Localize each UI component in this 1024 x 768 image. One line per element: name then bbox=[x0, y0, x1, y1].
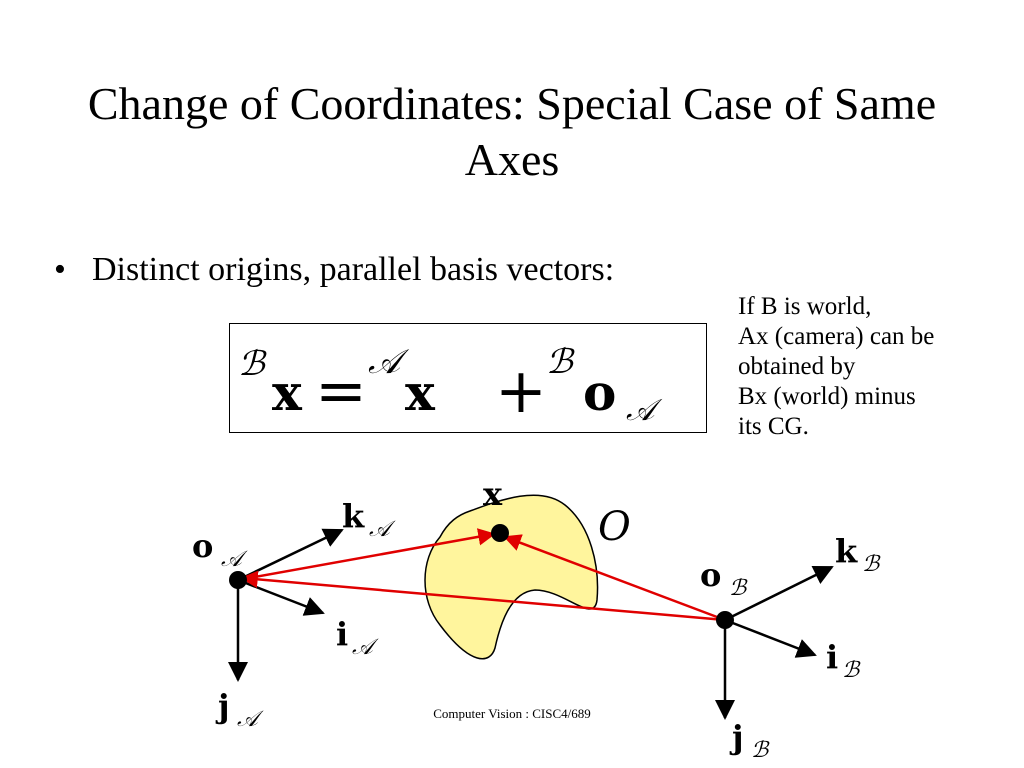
frame-b-k-label: k bbox=[835, 532, 858, 570]
formula-sub-a: 𝒜 bbox=[626, 393, 655, 428]
formula-sup-b: ℬ bbox=[238, 344, 265, 384]
frame-a-k-label: k bbox=[342, 497, 365, 535]
slide-footer: Computer Vision : CISC4/689 bbox=[433, 706, 591, 721]
frame-a-origin-sub: 𝒜 bbox=[221, 547, 242, 572]
frame-a-k-sub: 𝒜 bbox=[369, 517, 390, 542]
frame-a-i-label: i bbox=[336, 615, 349, 653]
slide-title: Change of Coordinates: Special Case of Same Axes bbox=[87, 78, 937, 185]
origin-b-point bbox=[716, 611, 734, 629]
point-x bbox=[491, 524, 509, 542]
side-note-line: Bx (world) minus bbox=[738, 383, 916, 410]
formula-plus: + bbox=[495, 354, 547, 427]
frame-a-i-sub: 𝒜 bbox=[352, 635, 373, 660]
formula-x-rhs: x bbox=[405, 363, 435, 422]
side-note-line: If B is world, bbox=[738, 293, 872, 320]
formula-o: o bbox=[583, 363, 617, 422]
frame-b-j-label: j bbox=[732, 718, 744, 756]
frame-a-origin-label: o bbox=[192, 527, 214, 565]
point-x-label: x bbox=[483, 475, 503, 513]
formula-sup-b-right: ℬ bbox=[546, 342, 573, 382]
frame-a-k-axis bbox=[238, 530, 342, 580]
bullet-marker: • bbox=[54, 251, 66, 288]
origin-a-point bbox=[229, 571, 247, 589]
formula-sup-a: 𝒜 bbox=[368, 342, 401, 382]
object-label: O bbox=[598, 504, 631, 550]
formula bbox=[238, 342, 663, 428]
frame-b-j-sub: ℬ bbox=[751, 738, 769, 763]
frame-b-k-sub: ℬ bbox=[862, 552, 880, 577]
frame-b-i-label: i bbox=[826, 638, 839, 676]
bullet-text: Distinct origins, parallel basis vectors: bbox=[92, 251, 615, 288]
formula-equals: = bbox=[315, 354, 367, 427]
side-note-line: its CG. bbox=[738, 413, 809, 440]
frame-a-j-label: j bbox=[218, 687, 230, 725]
frame-b-i-sub: ℬ bbox=[842, 658, 860, 683]
frame-b-i-axis bbox=[725, 620, 815, 655]
side-note-line: obtained by bbox=[738, 353, 856, 380]
frame-a-j-sub: 𝒜 bbox=[237, 707, 258, 732]
formula-x-lhs: x bbox=[272, 363, 302, 422]
object-blob bbox=[425, 495, 598, 659]
side-note-line: Ax (camera) can be bbox=[738, 323, 935, 350]
frame-b-origin-label: o bbox=[700, 556, 722, 594]
frame-b-origin-sub: ℬ bbox=[729, 576, 747, 601]
